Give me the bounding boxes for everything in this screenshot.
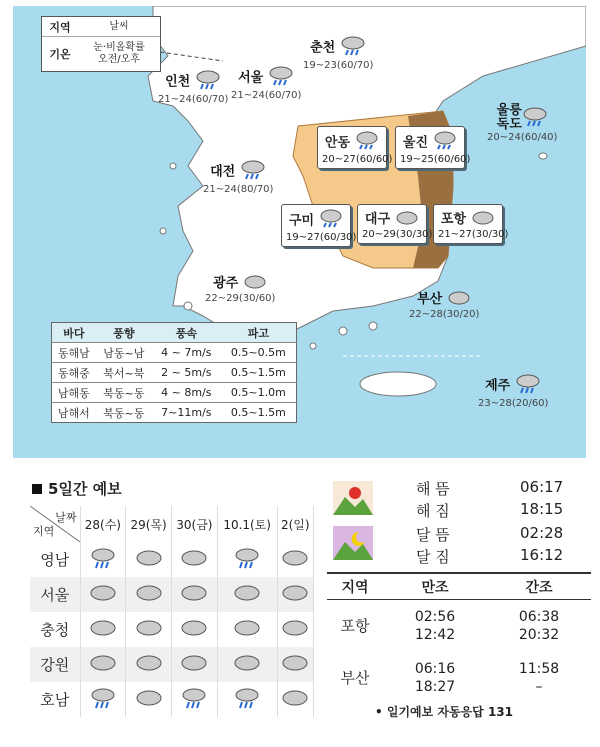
moonset-label: 달 짐 bbox=[416, 548, 450, 566]
rain-cloud-icon bbox=[172, 682, 218, 717]
forecast-region: 영남 bbox=[30, 542, 80, 577]
tide-low-time: 11:58 bbox=[518, 661, 560, 677]
city-name: 포항 bbox=[440, 212, 467, 227]
island bbox=[339, 327, 347, 335]
rain-cloud-icon bbox=[217, 542, 277, 577]
sea-header: 풍속 bbox=[152, 323, 221, 343]
legend-prob-label: 눈·비올확률 bbox=[93, 42, 145, 53]
tide-low-time: 06:38 bbox=[518, 609, 560, 625]
city-temp: 21~24 bbox=[158, 94, 192, 105]
city-prob: (30/30) bbox=[471, 228, 509, 240]
city-daejeon bbox=[203, 158, 273, 195]
cloud-icon bbox=[243, 273, 267, 293]
cloud-icon bbox=[395, 209, 419, 229]
forecast-date: 28(수) bbox=[80, 506, 126, 542]
tide-header: 만조 bbox=[421, 579, 449, 596]
forecast-region: 충청 bbox=[30, 612, 80, 647]
city-prob: (60/60) bbox=[355, 154, 393, 165]
forecast-region: 호남 bbox=[30, 682, 80, 717]
rain-cloud-icon bbox=[319, 208, 343, 232]
tide-low-time: – bbox=[535, 679, 543, 695]
corner-date-label: 날짜 bbox=[55, 511, 77, 524]
city-incheon bbox=[158, 68, 228, 105]
city-temp: 22~29 bbox=[205, 292, 239, 304]
table-row bbox=[52, 383, 297, 403]
legend-ampm-label: 오전/오후 bbox=[97, 54, 140, 65]
cloud-icon bbox=[126, 612, 172, 647]
rain-cloud-icon bbox=[515, 372, 541, 398]
table-row bbox=[30, 647, 314, 682]
table-row bbox=[52, 403, 297, 423]
city-chuncheon bbox=[303, 34, 373, 71]
city-prob: (60/40) bbox=[520, 132, 558, 143]
cloud-icon bbox=[447, 289, 471, 309]
sea-cell: 0.5~1.5m bbox=[221, 363, 297, 383]
moonset-time: 16:12 bbox=[520, 546, 564, 564]
city-andong bbox=[317, 126, 393, 169]
sea-cell: 남동~남 bbox=[96, 343, 152, 363]
tide-low-time: 20:32 bbox=[518, 627, 560, 643]
city-pohang bbox=[433, 204, 509, 244]
city-temp: 21~27 bbox=[438, 228, 472, 240]
forecast-date: 10.1(토) bbox=[217, 506, 277, 542]
forecast-title: 5일간 예보 bbox=[32, 478, 122, 499]
city-name: 안동 bbox=[324, 135, 351, 151]
legend-region-label: 지역 bbox=[49, 20, 71, 34]
city-prob: (30/60) bbox=[238, 292, 276, 304]
five-day-forecast-table bbox=[30, 506, 314, 717]
sea-cell: 0.5~1.5m bbox=[221, 403, 297, 423]
city-jeju bbox=[478, 372, 548, 409]
rain-cloud-icon bbox=[522, 105, 548, 131]
sea-cell: 0.5~0.5m bbox=[221, 343, 297, 363]
sunrise-sunset-icon bbox=[333, 481, 373, 519]
city-ulleung bbox=[487, 104, 557, 143]
city-uljin bbox=[395, 126, 471, 169]
sea-cell: 북서~북 bbox=[96, 363, 152, 383]
cloud-icon bbox=[172, 612, 218, 647]
tide-high-time: 18:27 bbox=[414, 679, 456, 695]
cloud-icon bbox=[80, 612, 126, 647]
cloud-icon bbox=[277, 542, 313, 577]
island bbox=[310, 343, 316, 349]
sea-cell: 2 ~ 5m/s bbox=[152, 363, 221, 383]
ulleung-island bbox=[539, 153, 547, 159]
tide-high-time: 12:42 bbox=[414, 627, 456, 643]
city-name: 울진 bbox=[402, 135, 429, 151]
sunset-label: 해 짐 bbox=[416, 502, 450, 520]
city-prob: (20/60) bbox=[511, 398, 549, 409]
city-temp: 20~24 bbox=[487, 132, 521, 143]
tide-region: 포항 bbox=[340, 617, 370, 635]
moonrise-moonset-icon bbox=[333, 526, 373, 564]
sunrise-label: 해 뜸 bbox=[416, 480, 450, 498]
city-temp: 19~27 bbox=[286, 232, 320, 243]
cloud-icon bbox=[471, 209, 495, 229]
forecast-header-row bbox=[30, 506, 314, 542]
sea-conditions-table bbox=[51, 322, 297, 423]
rain-cloud-icon bbox=[240, 158, 266, 184]
sea-header: 바다 bbox=[52, 323, 96, 343]
city-gwangju bbox=[205, 272, 275, 304]
city-temp: 20~27 bbox=[322, 154, 356, 165]
city-busan bbox=[409, 288, 479, 320]
sea-cell: 북동~동 bbox=[96, 383, 152, 403]
rain-cloud-icon bbox=[80, 682, 126, 717]
city-name-2: 독도 bbox=[496, 117, 522, 132]
cloud-icon bbox=[217, 577, 277, 612]
city-temp: 19~23 bbox=[303, 60, 337, 71]
city-seoul bbox=[231, 64, 301, 101]
sea-header-row bbox=[52, 323, 297, 343]
table-row bbox=[30, 682, 314, 717]
rain-cloud-icon bbox=[217, 682, 277, 717]
city-prob: (30/20) bbox=[442, 308, 480, 320]
tide-table bbox=[327, 572, 591, 704]
sea-cell: 7~11m/s bbox=[152, 403, 221, 423]
weather-map bbox=[13, 6, 586, 458]
city-name: 부산 bbox=[417, 292, 443, 307]
city-prob: (60/70) bbox=[336, 60, 374, 71]
city-prob: (60/70) bbox=[264, 90, 302, 101]
sea-cell: 북동~동 bbox=[96, 403, 152, 423]
city-name: 인천 bbox=[165, 74, 191, 90]
sea-header: 풍향 bbox=[96, 323, 152, 343]
table-row bbox=[52, 363, 297, 383]
cloud-icon bbox=[217, 647, 277, 682]
cloud-icon bbox=[126, 577, 172, 612]
city-temp: 23~28 bbox=[478, 398, 512, 409]
forecast-date: 30(금) bbox=[172, 506, 218, 542]
sunrise-time: 06:17 bbox=[520, 478, 564, 496]
rain-cloud-icon bbox=[195, 68, 221, 94]
sea-cell: 0.5~1.0m bbox=[221, 383, 297, 403]
sea-cell: 동해남 bbox=[52, 343, 96, 363]
table-row bbox=[30, 542, 314, 577]
phone-service-note: • 일기예보 자동응답 131 bbox=[375, 705, 513, 719]
cloud-icon bbox=[172, 577, 218, 612]
cloud-icon bbox=[80, 647, 126, 682]
city-temp: 21~24 bbox=[231, 90, 265, 101]
cloud-icon bbox=[172, 542, 218, 577]
city-temp: 22~28 bbox=[409, 308, 443, 320]
sea-cell: 4 ~ 8m/s bbox=[152, 383, 221, 403]
city-name: 제주 bbox=[485, 378, 511, 394]
map-legend bbox=[41, 16, 161, 72]
cloud-icon bbox=[277, 647, 313, 682]
city-name: 광주 bbox=[213, 276, 239, 291]
cloud-icon bbox=[217, 612, 277, 647]
cloud-icon bbox=[277, 612, 313, 647]
island bbox=[170, 163, 176, 169]
legend-weather-label: 날씨 bbox=[109, 20, 129, 32]
corner-region-label: 지역 bbox=[33, 525, 55, 538]
cloud-icon bbox=[126, 682, 172, 717]
tide-region: 부산 bbox=[340, 669, 370, 687]
legend-temp-label: 기온 bbox=[49, 48, 71, 61]
table-row bbox=[327, 600, 591, 652]
rain-cloud-icon bbox=[80, 542, 126, 577]
island bbox=[160, 228, 166, 234]
rain-cloud-icon bbox=[340, 34, 366, 60]
rain-cloud-icon bbox=[433, 130, 457, 154]
tide-header: 지역 bbox=[341, 579, 369, 596]
city-prob: (60/30) bbox=[319, 232, 357, 243]
forecast-corner-cell bbox=[30, 506, 80, 542]
city-name: 춘천 bbox=[310, 40, 336, 56]
city-prob: (30/30) bbox=[395, 228, 433, 240]
tide-high-time: 02:56 bbox=[414, 609, 456, 625]
island bbox=[184, 302, 192, 310]
cloud-icon bbox=[126, 542, 172, 577]
sunset-time: 18:15 bbox=[520, 500, 564, 518]
city-name: 서울 bbox=[238, 70, 264, 86]
rain-cloud-icon bbox=[355, 130, 379, 154]
table-row bbox=[30, 612, 314, 647]
tide-header: 간조 bbox=[525, 579, 553, 596]
moonrise-label: 달 뜸 bbox=[416, 526, 450, 544]
city-gumi bbox=[281, 204, 357, 247]
city-temp: 19~25 bbox=[400, 154, 434, 165]
cloud-icon bbox=[126, 647, 172, 682]
city-temp: 21~24 bbox=[203, 184, 237, 195]
forecast-region: 서울 bbox=[30, 577, 80, 612]
city-name: 구미 bbox=[288, 213, 315, 229]
cloud-icon bbox=[277, 577, 313, 612]
cloud-icon bbox=[172, 647, 218, 682]
city-prob: (60/60) bbox=[433, 154, 471, 165]
sea-cell: 동해중 bbox=[52, 363, 96, 383]
jeju-island bbox=[360, 372, 436, 396]
table-row bbox=[327, 652, 591, 704]
sea-cell: 남해서 bbox=[52, 403, 96, 423]
forecast-date: 2(일) bbox=[277, 506, 313, 542]
forecast-region: 강원 bbox=[30, 647, 80, 682]
table-row bbox=[52, 343, 297, 363]
cloud-icon bbox=[277, 682, 313, 717]
city-name: 대구 bbox=[364, 212, 391, 227]
city-temp: 20~29 bbox=[362, 228, 396, 240]
cloud-icon bbox=[80, 577, 126, 612]
tide-header-row bbox=[327, 572, 591, 600]
tide-high-time: 06:16 bbox=[414, 661, 456, 677]
city-prob: (60/70) bbox=[191, 94, 229, 105]
city-name: 울릉 bbox=[496, 103, 522, 118]
city-daegu bbox=[357, 204, 433, 244]
city-name: 대전 bbox=[210, 164, 236, 180]
sea-cell: 4 ~ 7m/s bbox=[152, 343, 221, 363]
bullet-square-icon bbox=[32, 484, 42, 494]
sea-header: 파고 bbox=[221, 323, 297, 343]
moonrise-time: 02:28 bbox=[520, 524, 564, 542]
rain-cloud-icon bbox=[268, 64, 294, 90]
table-row bbox=[30, 577, 314, 612]
sea-cell: 남해동 bbox=[52, 383, 96, 403]
city-prob: (80/70) bbox=[236, 184, 274, 195]
forecast-date: 29(목) bbox=[126, 506, 172, 542]
island bbox=[369, 322, 377, 330]
